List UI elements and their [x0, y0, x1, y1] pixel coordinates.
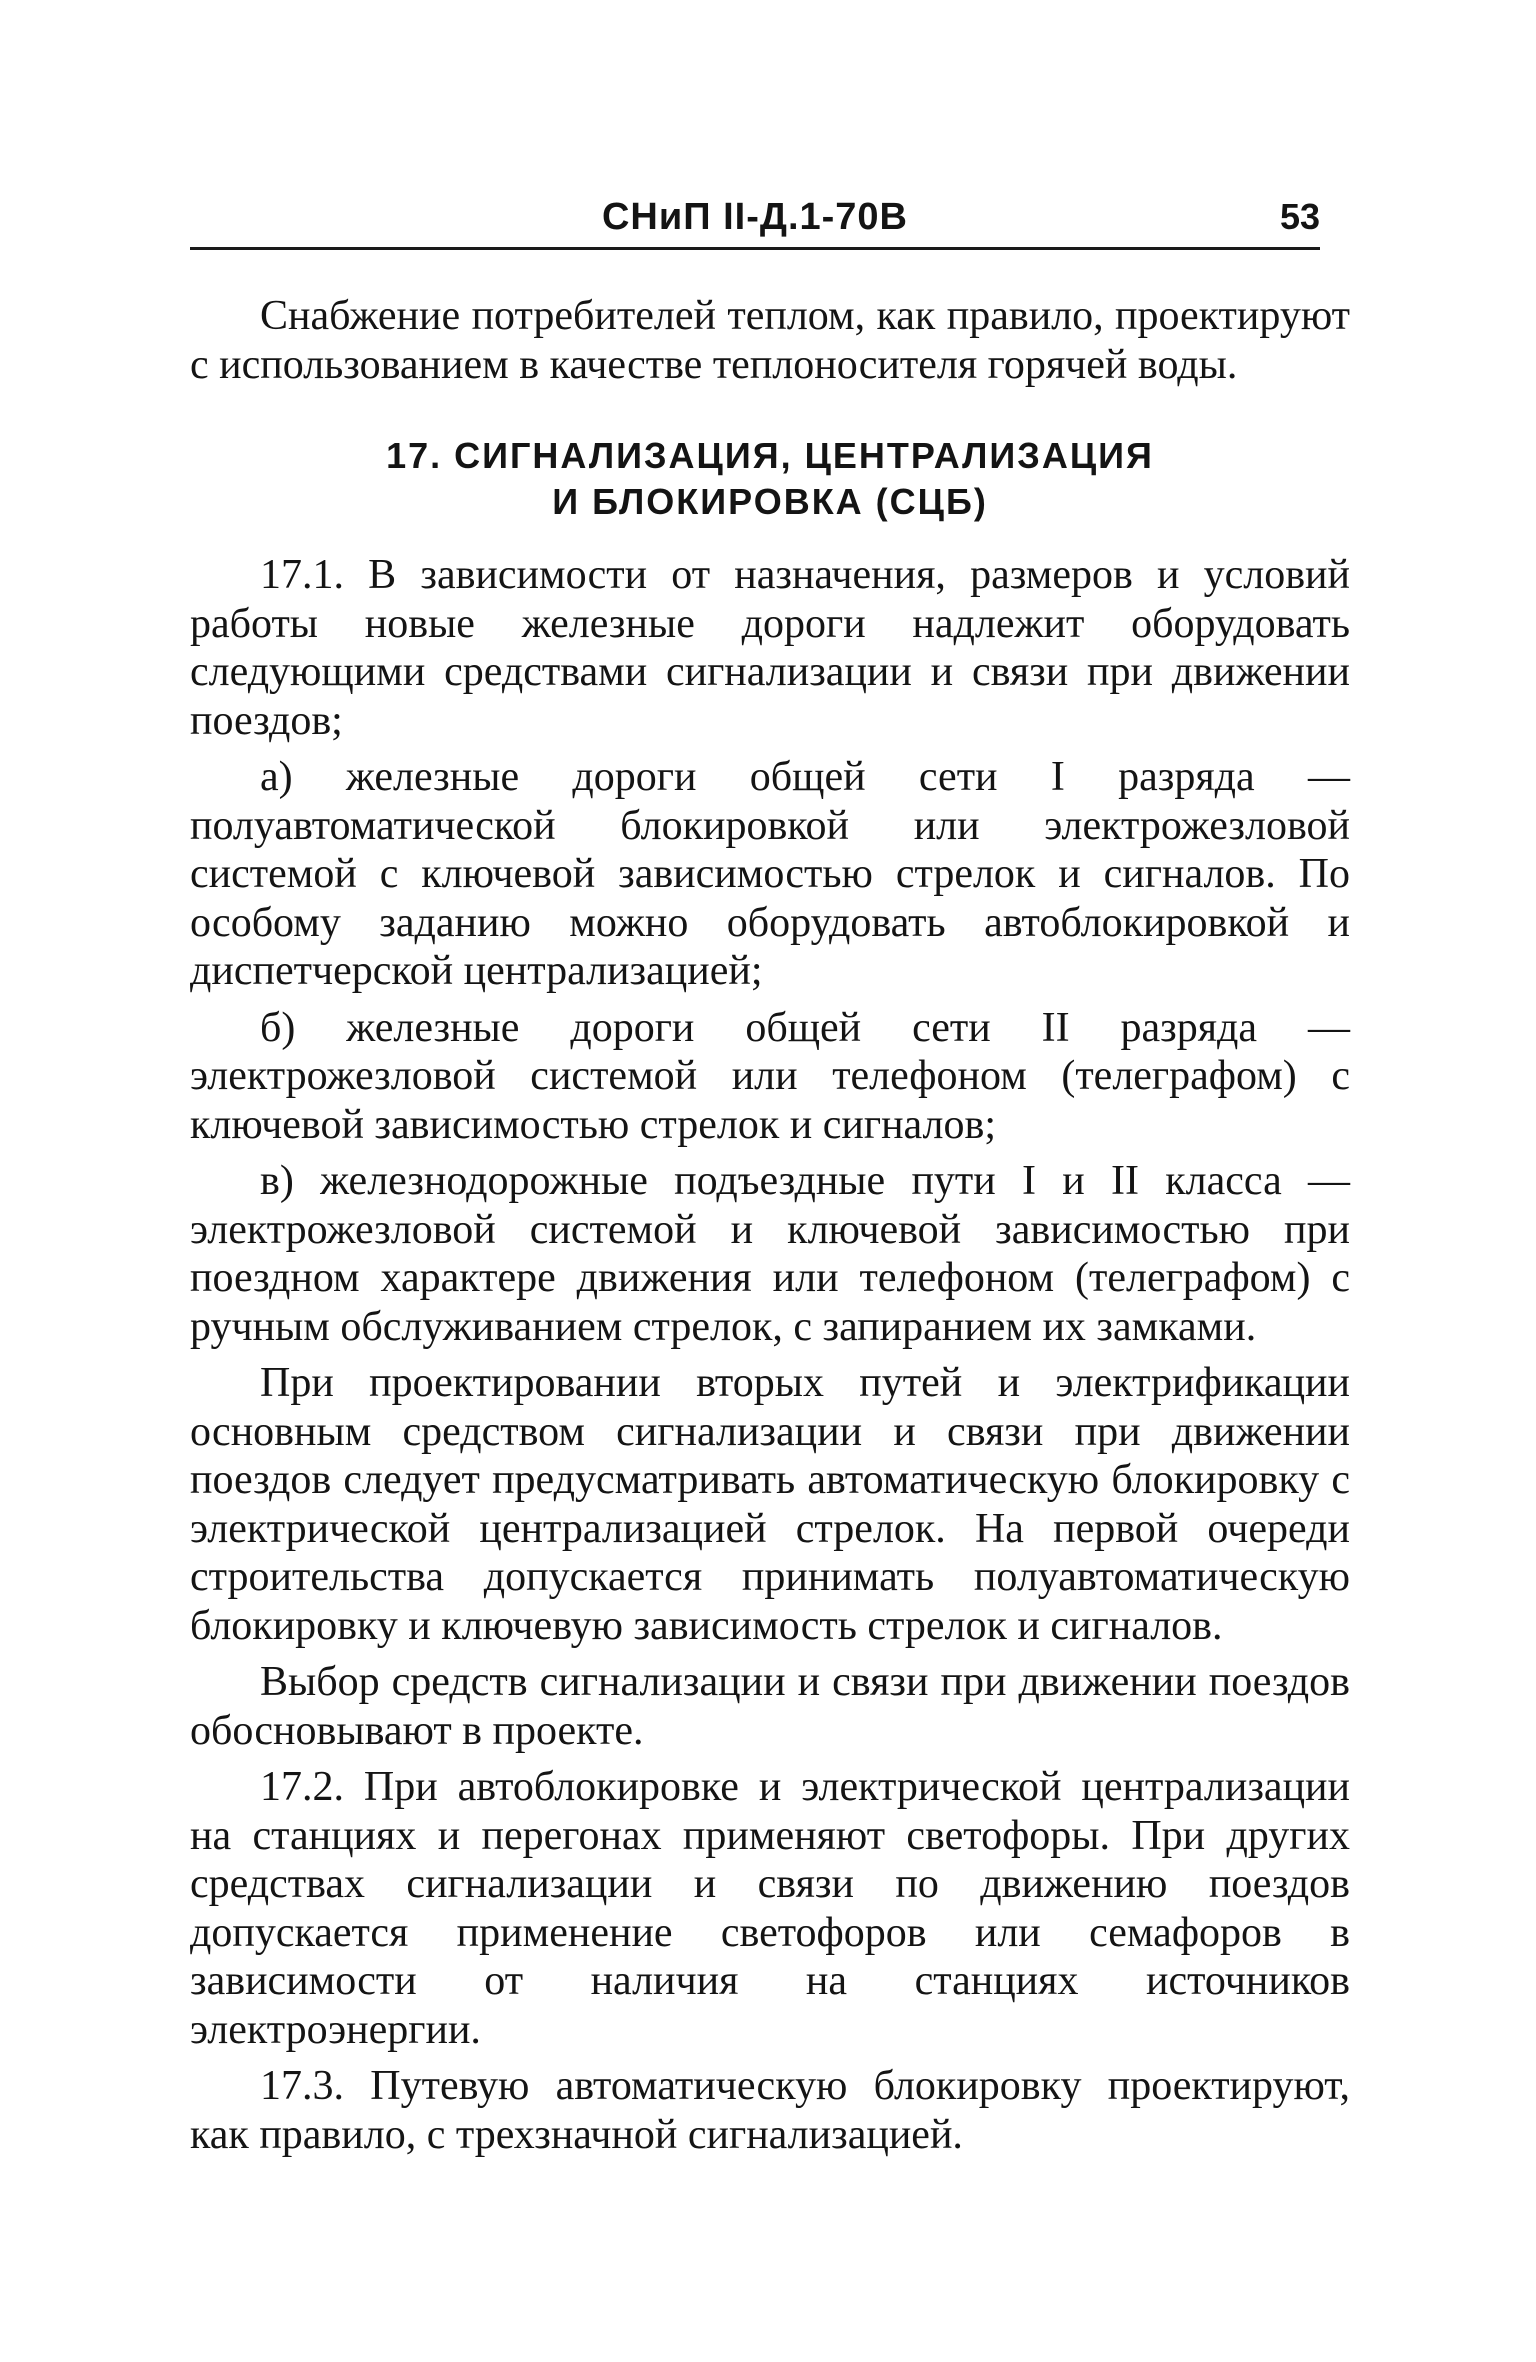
paragraph-17-3: 17.3. Путевую автоматическую блокировку проектируют, как правило, с трехзначной сигнализацией.: [190, 2063, 1350, 2158]
section-heading-line-1: 17. СИГНАЛИЗАЦИЯ, ЦЕНТРАЛИЗАЦИЯ: [386, 435, 1154, 476]
paragraph-17-1: 17.1. В зависимости от назначения, размеров и условий работы новые железные дороги надлежит оборудовать следующими средствами сигнализации и связи при движении поездов;: [190, 552, 1350, 744]
list-item-b: б) железные дороги общей сети II разряда — электрожезловой системой или телефоном (телеграфом) с ключевой зависимостью стрелок и сигналов;: [190, 1004, 1350, 1148]
document-code: СНиП II-Д.1-70В: [601, 196, 908, 238]
paragraph-selection: Выбор средств сигнализации и связи при движении поездов обосновывают в проекте.: [190, 1659, 1350, 1754]
list-item-v: в) железнодорожные подъездные пути I и II класса — электрожезловой системой и ключевой зависимостью при поездном характере движения или телефоном (телеграфом) с ручным обслуживанием стрелок, с запиранием их замками.: [190, 1158, 1350, 1350]
page-number: 53: [1279, 196, 1320, 237]
section-heading: [190, 433, 1350, 525]
section-heading-line-2: И БЛОКИРОВКА (СЦБ): [552, 481, 988, 522]
intro-paragraph: Снабжение потребителей теплом, как правило, проектируют с использованием в качестве теплоносителя горячей воды.: [190, 293, 1350, 388]
list-item-a: а) железные дороги общей сети I разряда — полуавтоматической блокировкой или электрожезловой системой с ключевой зависимостью стрелок и сигналов. По особому заданию можно оборудовать автоблокировкой и диспетчерской централизацией;: [190, 754, 1350, 994]
paragraph-second-tracks: При проектировании вторых путей и электрификации основным средством сигнализации и связи при движении поездов следует предусматривать автоматическую блокировку с электрической централизацией стрелок. На первой очереди строительства допускается принимать полуавтоматическую блокировку и ключевую зависимость стрелок и сигналов.: [190, 1360, 1350, 1649]
running-header: [190, 192, 1320, 248]
page-body: [190, 292, 1350, 2159]
header-rule: [190, 247, 1320, 250]
paragraph-17-2: 17.2. При автоблокировке и электрической централизации на станциях и перегонах применяют светофоры. При других средствах сигнализации и связи по движению поездов допускается применение светофоров или семафоров в зависимости от наличия на станциях источников электроэнергии.: [190, 1764, 1350, 2053]
